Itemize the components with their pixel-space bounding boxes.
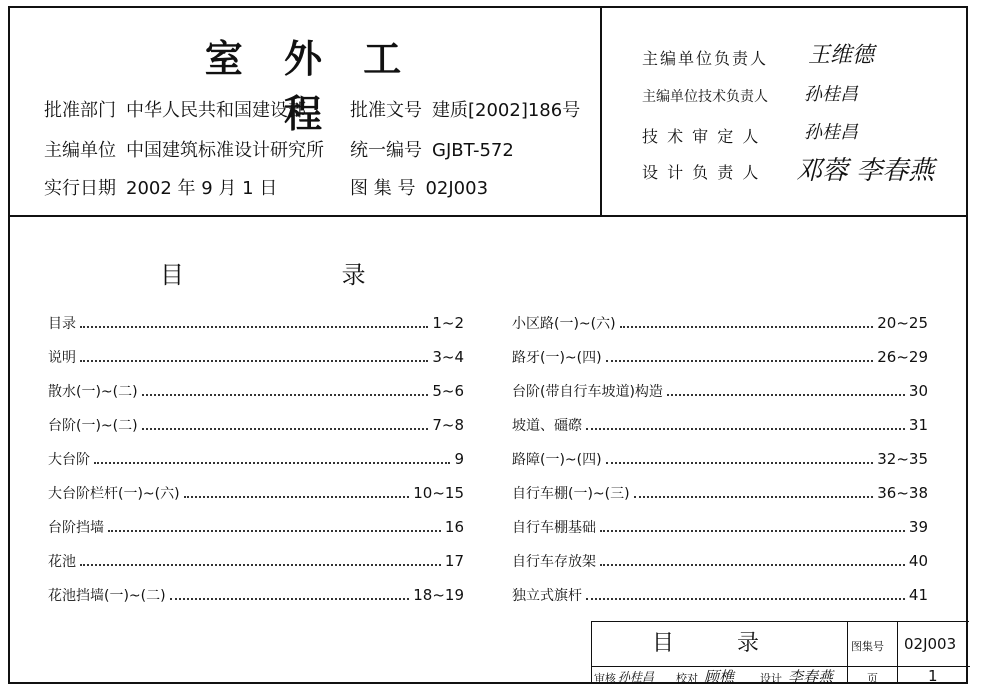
toc-left-column [48,306,464,612]
field-value: 2002 年 9 月 1 日 [126,178,278,199]
toc-entry [48,578,464,612]
toc-entry-page: 39 [908,518,928,536]
toc-entry-page: 18~19 [413,586,464,604]
dot-leader [80,564,441,566]
toc-entry [48,340,464,374]
dot-leader [108,530,441,532]
signature-label: 设 计 负 责 人 [642,163,761,182]
signature-divider [600,6,602,216]
atlas-label: 图集号 [851,640,884,653]
toc-entry [512,578,928,612]
dot-leader [586,428,905,430]
header-divider [8,215,968,217]
toc-entry [48,442,464,476]
toc-entry-title: 台阶(一)~(二) [48,418,138,434]
field-value: 中国建筑标准设计研究所 [126,140,324,161]
dot-leader [634,496,874,498]
effective-date [44,174,277,200]
field-label: 图 集 号 [350,178,416,199]
signature-label: 主编单位技术负责人 [642,89,768,105]
divider [897,622,898,684]
signature-row [642,86,802,106]
field-value: GJBT-572 [432,140,514,161]
toc-entry-page: 31 [908,416,928,434]
toc-entry-page: 30 [908,382,928,400]
title-block [591,621,969,684]
atlas-title: 室 外 工 程 [204,37,416,136]
toc-entry-page: 41 [908,586,928,604]
atlas-number [350,174,488,200]
dot-leader [94,462,450,464]
toc-entry-title: 独立式旗杆 [512,588,582,604]
page-value: 1 [928,667,938,685]
toc-entry-page: 7~8 [432,416,464,434]
toc-heading [160,255,366,290]
handwritten-signature: 王维德 [808,43,875,68]
toc-entry-page: 20~25 [877,314,928,332]
toc-entry [512,408,928,442]
toc-entry-title: 自行车存放架 [512,554,596,570]
review-label: 审核 [594,672,616,685]
toc-entry [48,510,464,544]
toc-entry-title: 大台阶 [48,452,90,468]
designer-signature: 李春燕 [788,668,834,686]
page-label: 页 [867,672,878,685]
dot-leader [80,360,428,362]
field-label: 实行日期 [44,178,116,199]
toc-entry-page: 40 [908,552,928,570]
toc-entry-title: 花池 [48,554,76,570]
toc-entry [512,306,928,340]
toc-entry-title: 自行车棚(一)~(三) [512,486,630,502]
dot-leader [184,496,410,498]
signature-row [642,160,802,183]
field-value: 02J003 [425,178,489,199]
toc-entry [512,340,928,374]
toc-entry-title: 路障(一)~(四) [512,452,602,468]
toc-entry-page: 26~29 [877,348,928,366]
dot-leader [606,462,874,464]
unified-number [350,136,514,162]
toc-right-column [512,306,928,612]
toc-entry-title: 目录 [48,316,76,332]
dot-leader [170,598,410,600]
toc-entry [512,476,928,510]
handwritten-signature: 孙桂昌 [804,122,858,143]
toc-entry [512,442,928,476]
toc-entry-title: 大台阶栏杆(一)~(六) [48,486,180,502]
dot-leader [600,530,905,532]
signature-label: 技 术 审 定 人 [642,127,761,146]
dot-leader [142,394,429,396]
toc-entry-page: 9 [454,450,464,468]
toc-entry-page: 36~38 [877,484,928,502]
divider [847,622,848,684]
handwritten-signature: 孙桂昌 [804,84,858,105]
dot-leader [620,326,874,328]
field-value: 建质[2002]186号 [432,100,581,121]
signature-label: 主编单位负责人 [642,49,769,68]
toc-entry-page: 17 [444,552,464,570]
toc-entry [512,544,928,578]
editor-unit [44,136,324,162]
toc-entry [48,306,464,340]
toc-entry-title: 台阶(带自行车坡道)构造 [512,384,663,400]
field-value: 中华人民共和国建设部 [126,100,306,121]
toc-entry-title: 自行车棚基础 [512,520,596,536]
toc-entry-page: 10~15 [413,484,464,502]
toc-entry-title: 花池挡墙(一)~(二) [48,588,166,604]
field-label: 主编单位 [44,140,116,161]
field-label: 统一编号 [350,140,422,161]
toc-entry [48,408,464,442]
dot-leader [586,598,905,600]
field-label: 批准文号 [350,100,422,121]
toc-entry-title: 台阶挡墙 [48,520,104,536]
design-label: 设计 [760,672,782,685]
handwritten-signature: 邓蓉 李春燕 [796,156,935,186]
dot-leader [606,360,874,362]
toc-entry-page: 16 [444,518,464,536]
atlas-value: 02J003 [904,635,957,653]
toc-entry-title: 小区路(一)~(六) [512,316,616,332]
toc-entry-title: 散水(一)~(二) [48,384,138,400]
field-label: 批准部门 [44,100,116,121]
dot-leader [142,428,429,430]
dot-leader [600,564,905,566]
toc-entry [512,510,928,544]
toc-entry [48,476,464,510]
toc-entry [512,374,928,408]
approval-number [350,96,580,122]
toc-heading-right: 录 [341,261,366,289]
toc-heading-left: 目 [160,261,184,289]
toc-entry-title: 说明 [48,350,76,366]
toc-entry-page: 32~35 [877,450,928,468]
proof-label: 校对 [676,672,698,685]
toc-entry [48,544,464,578]
divider [592,666,970,667]
toc-entry-title: 坡道、礓磜 [512,418,582,434]
signature-row [642,124,802,147]
toc-entry-title: 路牙(一)~(四) [512,350,602,366]
toc-entry-page: 3~4 [432,348,464,366]
approval-dept [44,96,306,122]
proofer-signature: 顾樵 [704,668,735,686]
title-block-title: 目 录 [652,631,787,656]
signature-row [642,46,802,69]
dot-leader [80,326,428,328]
toc-entry-page: 1~2 [432,314,464,332]
reviewer-signature: 孙桂昌 [618,670,655,684]
toc-entry [48,374,464,408]
toc-entry-page: 5~6 [432,382,464,400]
dot-leader [667,394,905,396]
